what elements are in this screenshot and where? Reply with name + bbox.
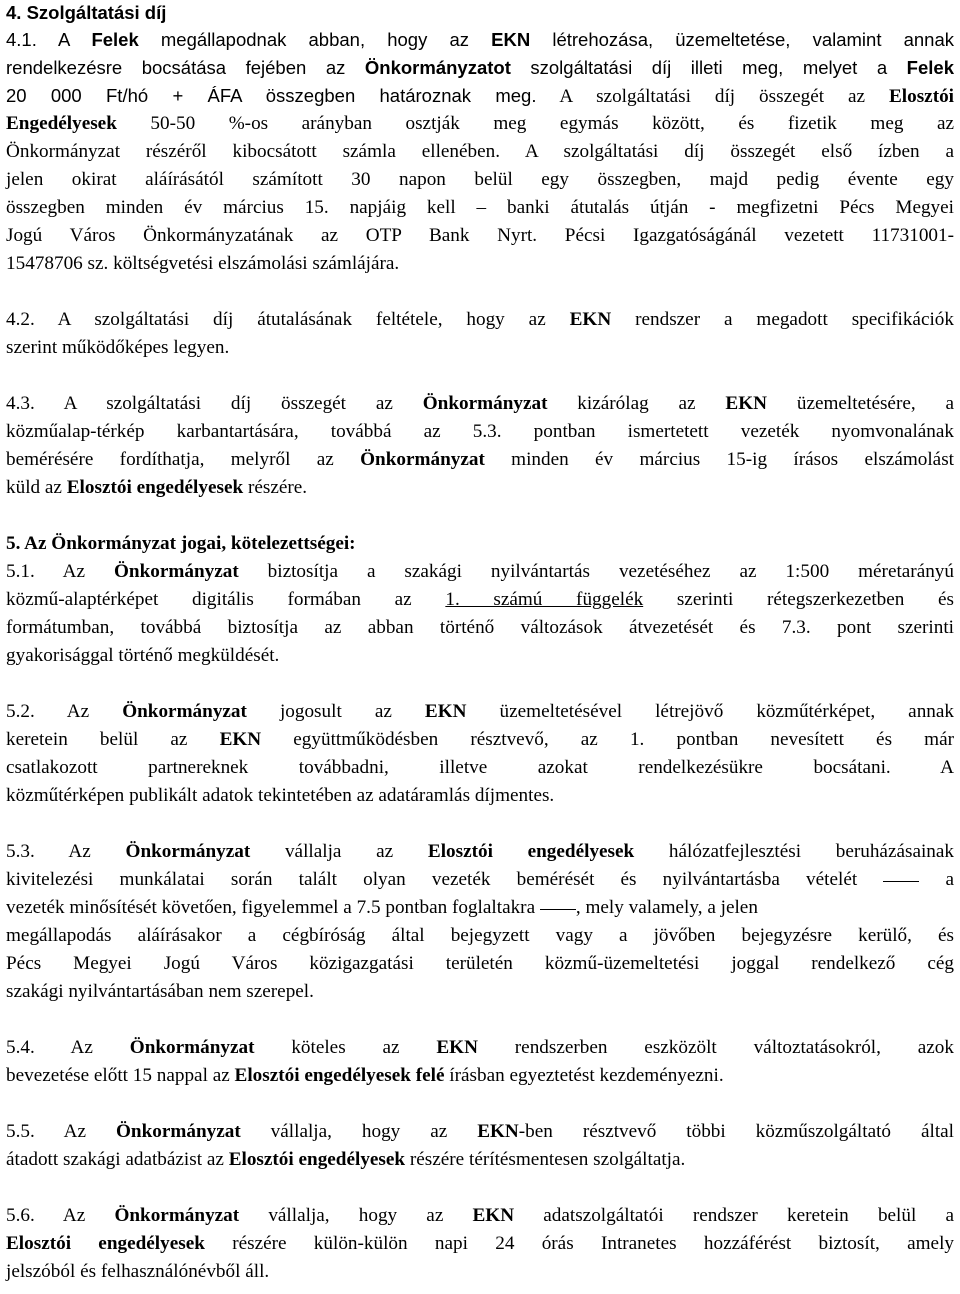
paragraph-4-1-line: 20 000 Ft/hó + ÁFA összegben határoznak meg. A szolgáltatási díj összegét az Elosztói <box>6 85 955 107</box>
paragraph-4-1-line: összegben minden év március 15. napjáig kell – banki átutalás útján - megfizetni Pécs Megyei <box>6 197 954 218</box>
paragraph-4-1-line: rendelkezésre bocsátása fejében az Önkormányzatot szolgáltatási díj illeti meg, melyet a Felek <box>6 57 954 78</box>
paragraph-4-1-line: jelen okirat aláírásától számított 30 napon belül egy összegben, majd pedig évente egy <box>6 169 954 190</box>
paragraph-4-2-line: 4.2. A szolgáltatási díj átutalásának feltétele, hogy az EKN rendszer a megadott specifikációk <box>6 309 954 330</box>
paragraph-4-3-line: közműalap-térkép karbantartására, továbbá az 5.3. pontban ismertetett vezeték nyomvonalának <box>6 421 954 442</box>
em-dash <box>883 881 919 882</box>
paragraph-4-3-line: küld az Elosztói engedélyesek részére. <box>6 477 308 498</box>
section-5-heading: 5. Az Önkormányzat jogai, kötelezettségei: <box>6 533 356 554</box>
paragraph-5-1-line: 5.1. Az Önkormányzat biztosítja a szakági nyilvántartás vezetéséhez az 1:500 méretarányú <box>6 561 954 582</box>
paragraph-4-1-line: Engedélyesek 50-50 %-os arányban osztják meg egymás között, és fizetik meg az <box>6 113 954 134</box>
appendix-1-link[interactable]: 1. számú függelék <box>445 589 644 610</box>
paragraph-4-3-line: bemérésére fordíthatja, melyről az Önkormányzat minden év március 15-ig írásos elszámolást <box>6 449 954 470</box>
paragraph-5-2-line: csatlakozott partnereknek továbbadni, illetve azokat rendelkezésükre bocsátani. A <box>6 757 954 778</box>
paragraph-4-3-line: 4.3. A szolgáltatási díj összegét az Önkormányzat kizárólag az EKN üzemeltetésére, a <box>6 393 955 414</box>
paragraph-5-1-line: formátumban, továbbá biztosítja az abban történő változások átvezetését és 7.3. pont szerinti <box>6 617 954 638</box>
paragraph-5-4-line: bevezetése előtt 15 nappal az Elosztói engedélyesek felé írásban egyeztetést kezdeményezni. <box>6 1065 724 1086</box>
paragraph-5-1-line: közmű-alaptérképet digitális formában az 1. számú függelék szerinti rétegszerkezetben és <box>6 589 955 610</box>
paragraph-4-1-line: Jogú Város Önkormányzatának az OTP Bank Nyrt. Pécsi Igazgatóságánál vezetett 11731001- <box>6 225 954 246</box>
paragraph-5-3-line: vezeték minősítését követően, figyelemmel a 7.5 pontban foglaltakra , mely valamely, a jelen <box>6 897 758 918</box>
paragraph-4-1-line: Önkormányzat részéről kibocsátott számla ellenében. A szolgáltatási díj összegét első ízben a <box>6 141 954 162</box>
paragraph-5-3-line: szakági nyilvántartásában nem szerepel. <box>6 981 314 1002</box>
section-4-heading: 4. Szolgáltatási díj <box>6 2 167 23</box>
paragraph-5-6-line: jelszóból és felhasználónévből áll. <box>6 1261 270 1282</box>
paragraph-4-1-line: 15478706 sz. költségvetési elszámolási számlájára. <box>6 253 400 274</box>
em-dash <box>540 909 576 910</box>
paragraph-5-6-line: Elosztói engedélyesek részére külön-külön napi 24 órás Intranetes hozzáférést biztosít, amely <box>6 1233 955 1254</box>
paragraph-5-2-line: közműtérképen publikált adatok tekintetében az adatáramlás díjmentes. <box>6 785 555 806</box>
paragraph-5-5-line: átadott szakági adatbázist az Elosztói engedélyesek részére térítésmentesen szolgáltatja. <box>6 1149 686 1170</box>
paragraph-5-3-line: Pécs Megyei Jogú Város közigazgatási területén közmű-üzemeltetési joggal rendelkező cég <box>6 953 954 974</box>
paragraph-5-6-line: 5.6. Az Önkormányzat vállalja, hogy az EKN adatszolgáltatói rendszer keretein belül a <box>6 1205 954 1226</box>
paragraph-5-2-line: 5.2. Az Önkormányzat jogosult az EKN üzemeltetésével létrejövő közműtérképet, annak <box>6 701 954 722</box>
paragraph-5-1-line: gyakorisággal történő megküldését. <box>6 645 280 666</box>
paragraph-4-1-line: 4.1. A Felek megállapodnak abban, hogy az EKN létrehozása, üzemeltetése, valamint annak <box>6 29 955 50</box>
paragraph-4-2-line: szerint működőképes legyen. <box>6 337 230 358</box>
paragraph-5-5-line: 5.5. Az Önkormányzat vállalja, hogy az EKN-ben résztvevő többi közműszolgáltató által <box>6 1121 954 1142</box>
paragraph-5-3-line: kivitelezési munkálatai során talált olyan vezeték bemérését és nyilvántartásba vételét a <box>6 869 955 890</box>
paragraph-5-4-line: 5.4. Az Önkormányzat köteles az EKN rendszerben eszközölt változtatásokról, azok <box>6 1037 954 1058</box>
paragraph-5-3-line: megállapodás aláírásakor a cégbíróság által bejegyzett vagy a jövőben bejegyzésre kerülő, és <box>6 925 954 946</box>
paragraph-5-2-line: keretein belül az EKN együttműködésben résztvevő, az 1. pontban nevesített és már <box>6 729 954 750</box>
paragraph-5-3-line: 5.3. Az Önkormányzat vállalja az Elosztói engedélyesek hálózatfejlesztési beruházásainak <box>6 841 954 862</box>
